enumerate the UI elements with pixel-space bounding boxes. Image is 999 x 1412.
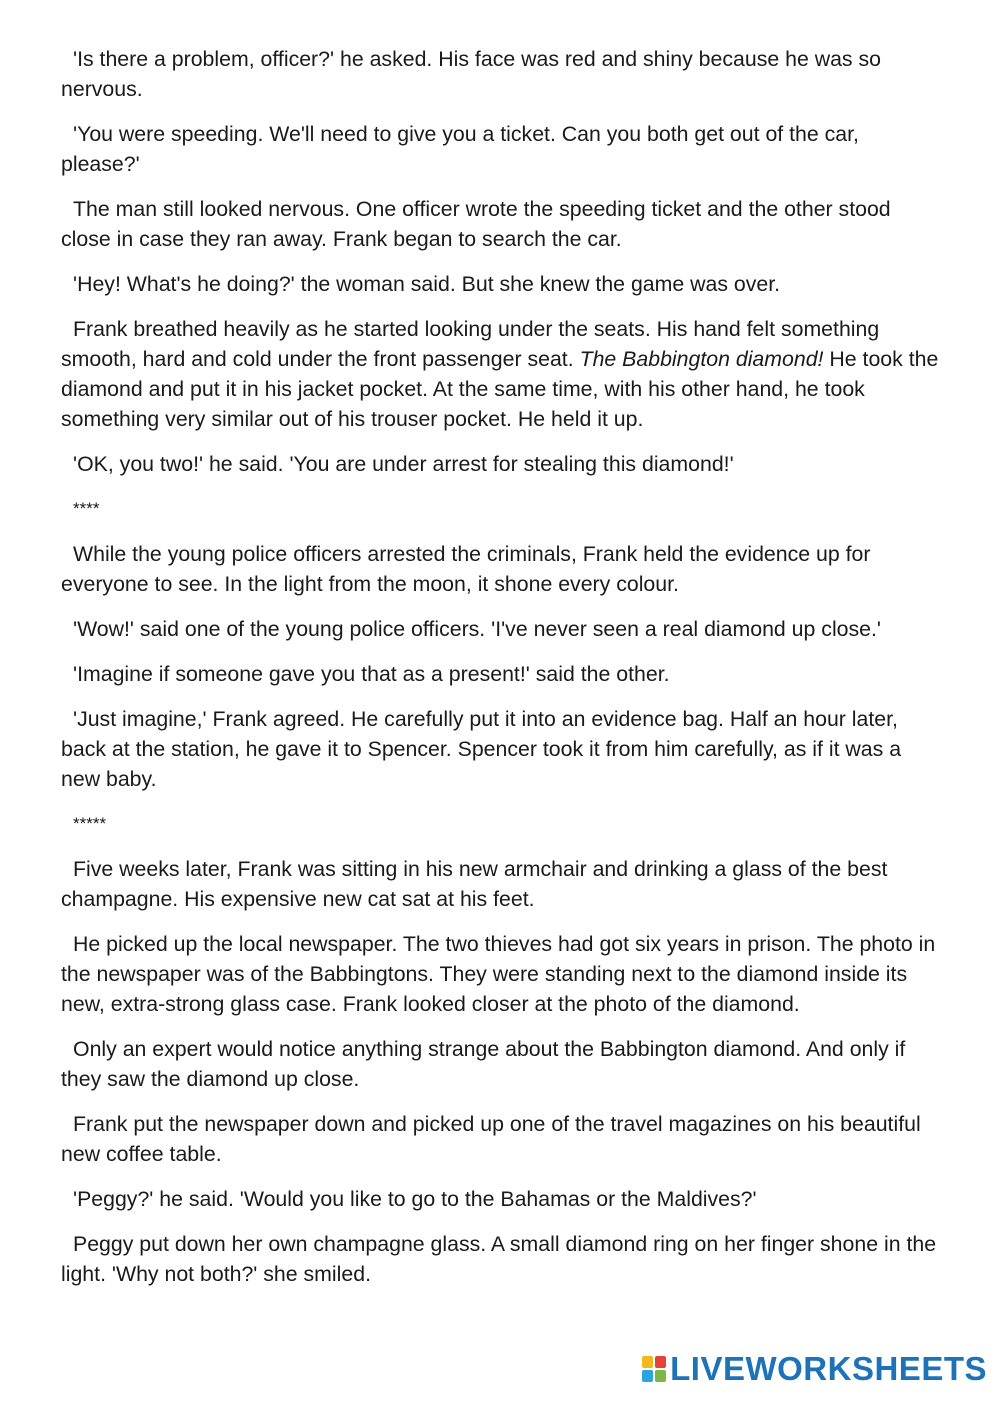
paragraph: 'Imagine if someone gave you that as a present!' said the other. <box>73 662 670 686</box>
paragraph: He picked up the local newspaper. The two thieves had got six years in prison. The photo in the newspaper was of the Babbingtons. They were standing next to the diamond inside its new, extra-strong glass case. Frank looked closer at the photo of the diamond. <box>61 932 936 1016</box>
brand-wordmark: LIVEWORKSHEETS <box>670 1350 987 1387</box>
italic-phrase: The Babbington diamond! <box>579 347 824 371</box>
paragraph-text: He took the diamond and put it in his jacket pocket. At the same time, with his other hand, he took something very similar out of his trouser pocket. He held it up. <box>61 347 939 431</box>
paragraph: 'You were speeding. We'll need to give you a ticket. Can you both get out of the car, please?' <box>61 122 859 176</box>
story-page <box>61 44 941 1304</box>
paragraph: 'OK, you two!' he said. 'You are under arrest for stealing this diamond!' <box>73 452 734 476</box>
logo-tile <box>655 1370 666 1382</box>
liveworksheets-logo-icon <box>642 1356 666 1382</box>
paragraph: 'Peggy?' he said. 'Would you like to go to the Bahamas or the Maldives?' <box>73 1187 757 1211</box>
paragraph: 'Hey! What's he doing?' the woman said. But she knew the game was over. <box>73 272 781 296</box>
paragraph: The man still looked nervous. One officer wrote the speeding ticket and the other stood close in case they ran away. Frank began to search the car. <box>61 197 891 251</box>
paragraph: Five weeks later, Frank was sitting in his new armchair and drinking a glass of the best champagne. His expensive new cat sat at his feet. <box>61 857 888 911</box>
paragraph: 'Wow!' said one of the young police officers. 'I've never seen a real diamond up close.' <box>73 617 881 641</box>
logo-tile <box>642 1356 653 1368</box>
paragraph: Only an expert would notice anything strange about the Babbington diamond. And only if they saw the diamond up close. <box>61 1037 906 1091</box>
paragraph: 'Just imagine,' Frank agreed. He carefully put it into an evidence bag. Half an hour later, back at the station, he gave it to Spencer. Spencer took it from him carefully, as if it was a new baby. <box>61 707 902 791</box>
paragraph: 'Is there a problem, officer?' he asked. His face was red and shiny because he was so nervous. <box>61 47 881 101</box>
liveworksheets-brand <box>642 1352 987 1386</box>
logo-tile <box>642 1370 653 1382</box>
paragraph <box>61 314 941 434</box>
logo-tile <box>655 1356 666 1368</box>
paragraph: Frank put the newspaper down and picked up one of the travel magazines on his beautiful new coffee table. <box>61 1112 921 1166</box>
section-separator: **** <box>73 499 100 518</box>
paragraph: While the young police officers arrested the criminals, Frank held the evidence up for everyone to see. In the light from the moon, it shone every colour. <box>61 542 871 596</box>
paragraph: Peggy put down her own champagne glass. A small diamond ring on her finger shone in the light. 'Why not both?' she smiled. <box>61 1232 937 1286</box>
section-separator: ***** <box>73 814 107 833</box>
paragraph-text: Frank breathed heavily as he started looking under the seats. His hand felt something smooth, hard and cold under the front passenger seat. <box>61 317 880 371</box>
